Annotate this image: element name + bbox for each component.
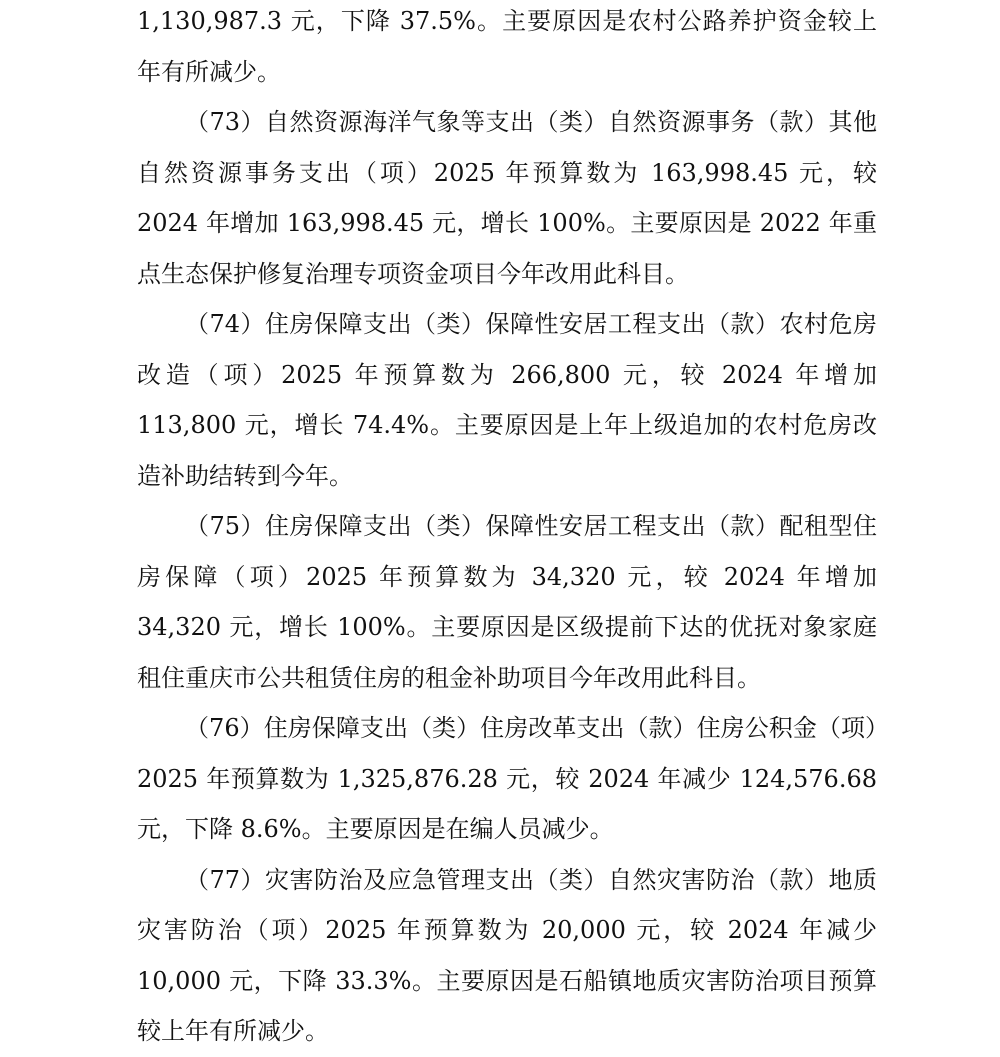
paragraph-item-74: （74）住房保障支出（类）保障性安居工程支出（款）农村危房改造（项）2025 年预算数为 266,800 元，较 2024 年增加 113,800 元，增长 74.4%。主要原因是上年上级追加的农村危房改造补助结转到今年。 xyxy=(137,310,877,490)
paragraph-continuation: 1,130,987.3 元，下降 37.5%。主要原因是农村公路养护资金较上年有所减少。 xyxy=(137,7,877,86)
paragraph-item-77: （77）灾害防治及应急管理支出（类）自然灾害防治（款）地质灾害防治（项）2025 年预算数为 20,000 元，较 2024 年减少 10,000 元，下降 33.3%。主要原因是石船镇地质灾害防治项目预算较上年有所减少。 xyxy=(137,865,877,1045)
paragraph-item-76: （76）住房保障支出（类）住房改革支出（款）住房公积金（项）2025 年预算数为 1,325,876.28 元，较 2024 年减少 124,576.68 元，下降 8.6%。主要原因是在编人员减少。 xyxy=(137,714,877,843)
paragraph-item-73: （73）自然资源海洋气象等支出（类）自然资源事务（款）其他自然资源事务支出（项）2025 年预算数为 163,998.45 元，较 2024 年增加 163,998.45 元，增长 100%。主要原因是 2022 年重点生态保护修复治理专项资金项目今年改用此科目。 xyxy=(137,108,877,288)
paragraph-item-75: （75）住房保障支出（类）保障性安居工程支出（款）配租型住房保障（项）2025 年预算数为 34,320 元，较 2024 年增加 34,320 元，增长 100%。主要原因是区级提前下达的优抚对象家庭租住重庆市公共租赁住房的租金补助项目今年改用此科目。 xyxy=(137,512,877,692)
body-text xyxy=(137,0,877,1057)
